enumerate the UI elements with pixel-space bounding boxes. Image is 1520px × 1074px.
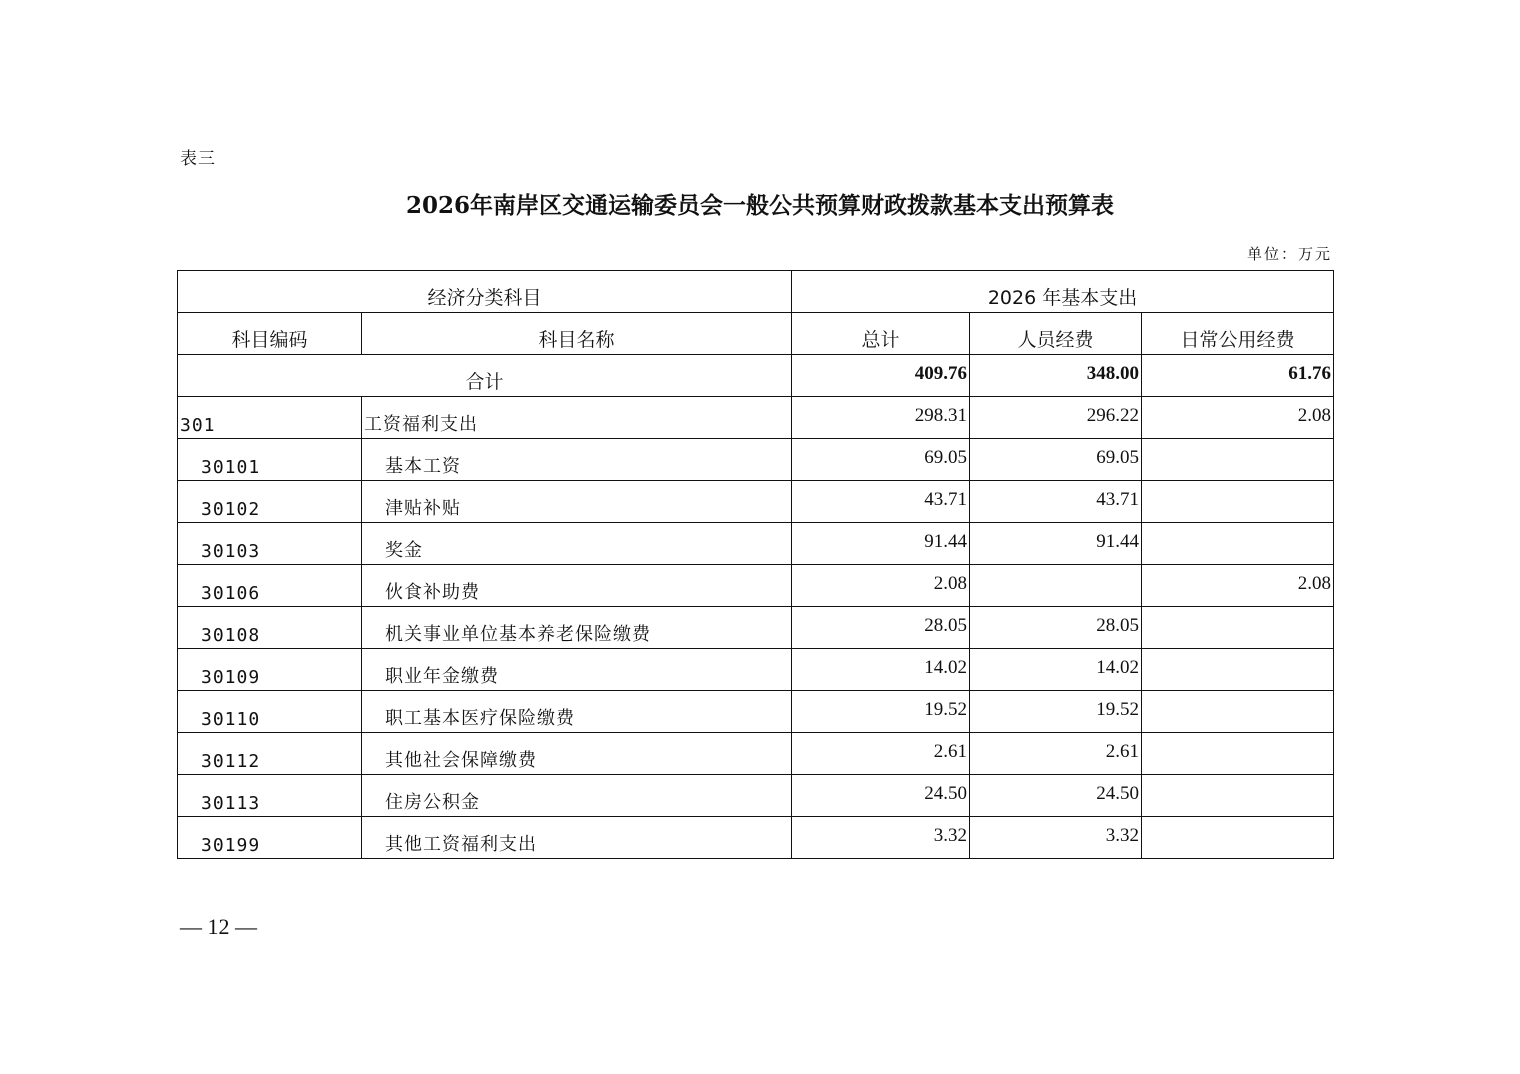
header-basic-expense: 2026 年基本支出 — [792, 271, 1334, 313]
table-row — [178, 649, 1334, 691]
document-title: 2026年南岸区交通运输委员会一般公共预算财政拨款基本支出预算表 — [405, 192, 1114, 219]
total-public: 61.76 — [1142, 355, 1334, 397]
header-row-columns — [178, 313, 1334, 355]
row-personnel: 69.05 — [970, 439, 1142, 481]
row-public — [1142, 691, 1334, 733]
row-code: 30103 — [178, 523, 362, 565]
row-personnel: 91.44 — [970, 523, 1142, 565]
header-row-group — [178, 271, 1334, 313]
unit-label: 单位：万元 — [1246, 245, 1332, 263]
table-body — [178, 355, 1334, 859]
row-name: 工资福利支出 — [362, 397, 792, 439]
row-public — [1142, 817, 1334, 859]
row-public — [1142, 439, 1334, 481]
row-personnel: 24.50 — [970, 775, 1142, 817]
row-public: 2.08 — [1142, 565, 1334, 607]
row-name: 其他工资福利支出 — [362, 817, 792, 859]
row-total: 28.05 — [792, 607, 970, 649]
table-row — [178, 817, 1334, 859]
row-code: 301 — [178, 397, 362, 439]
row-code: 30109 — [178, 649, 362, 691]
row-public: 2.08 — [1142, 397, 1334, 439]
table-row — [178, 775, 1334, 817]
row-personnel: 28.05 — [970, 607, 1142, 649]
row-personnel: 43.71 — [970, 481, 1142, 523]
table-row — [178, 733, 1334, 775]
table-row — [178, 691, 1334, 733]
row-total: 2.61 — [792, 733, 970, 775]
table-row — [178, 607, 1334, 649]
header-personnel: 人员经费 — [970, 313, 1142, 355]
header-name: 科目名称 — [362, 313, 792, 355]
table-row — [178, 565, 1334, 607]
row-public — [1142, 607, 1334, 649]
row-code: 30112 — [178, 733, 362, 775]
row-name: 机关事业单位基本养老保险缴费 — [362, 607, 792, 649]
row-total: 69.05 — [792, 439, 970, 481]
header-total: 总计 — [792, 313, 970, 355]
row-personnel: 2.61 — [970, 733, 1142, 775]
total-total: 409.76 — [792, 355, 970, 397]
row-code: 30199 — [178, 817, 362, 859]
row-code: 30108 — [178, 607, 362, 649]
row-personnel: 19.52 — [970, 691, 1142, 733]
row-total: 14.02 — [792, 649, 970, 691]
row-personnel: 3.32 — [970, 817, 1142, 859]
row-code: 30110 — [178, 691, 362, 733]
row-name: 职业年金缴费 — [362, 649, 792, 691]
budget-table — [177, 270, 1334, 859]
total-label: 合计 — [178, 355, 792, 397]
row-total: 2.08 — [792, 565, 970, 607]
row-total: 298.31 — [792, 397, 970, 439]
table-row — [178, 397, 1334, 439]
row-public — [1142, 523, 1334, 565]
row-name: 职工基本医疗保险缴费 — [362, 691, 792, 733]
row-name: 住房公积金 — [362, 775, 792, 817]
row-personnel — [970, 565, 1142, 607]
row-total: 91.44 — [792, 523, 970, 565]
row-total: 24.50 — [792, 775, 970, 817]
row-public — [1142, 649, 1334, 691]
row-personnel: 14.02 — [970, 649, 1142, 691]
header-code: 科目编码 — [178, 313, 362, 355]
row-total: 19.52 — [792, 691, 970, 733]
row-public — [1142, 775, 1334, 817]
table-number-label: 表三 — [180, 149, 216, 169]
page-number: — 12 — — [180, 914, 257, 939]
row-public — [1142, 733, 1334, 775]
row-name: 其他社会保障缴费 — [362, 733, 792, 775]
row-name: 津贴补贴 — [362, 481, 792, 523]
header-econ-category: 经济分类科目 — [178, 271, 792, 313]
total-row — [178, 355, 1334, 397]
row-code: 30102 — [178, 481, 362, 523]
table-row — [178, 439, 1334, 481]
row-total: 43.71 — [792, 481, 970, 523]
total-personnel: 348.00 — [970, 355, 1142, 397]
row-code: 30106 — [178, 565, 362, 607]
row-public — [1142, 481, 1334, 523]
row-code: 30101 — [178, 439, 362, 481]
row-code: 30113 — [178, 775, 362, 817]
table-row — [178, 481, 1334, 523]
table-row — [178, 523, 1334, 565]
row-personnel: 296.22 — [970, 397, 1142, 439]
row-total: 3.32 — [792, 817, 970, 859]
row-name: 伙食补助费 — [362, 565, 792, 607]
header-public: 日常公用经费 — [1142, 313, 1334, 355]
row-name: 奖金 — [362, 523, 792, 565]
row-name: 基本工资 — [362, 439, 792, 481]
